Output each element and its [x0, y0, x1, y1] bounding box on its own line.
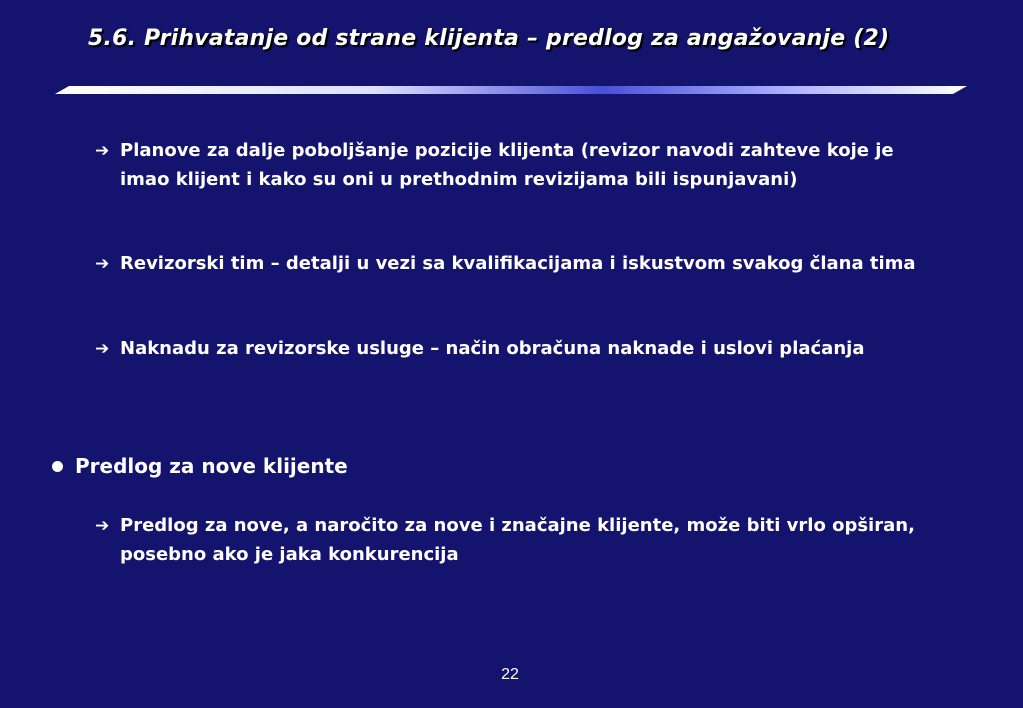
- arrow-right-icon: ➔: [95, 339, 110, 359]
- main-bullet-text: Predlog za nove klijente: [75, 454, 348, 478]
- bullet-dot-icon: [52, 461, 63, 472]
- list-item: [95, 137, 935, 194]
- slide-title: 5.6. Prihvatanje od strane klijenta – predlog za angažovanje (2): [88, 26, 890, 51]
- list-item-text: Naknadu za revizorske usluge – način obračuna naknade i uslovi plaćanja: [120, 338, 865, 359]
- list-item: [95, 335, 935, 364]
- arrow-right-icon: ➔: [95, 141, 110, 161]
- arrow-right-icon: ➔: [95, 254, 110, 274]
- list-item-text: Predlog za nove, a naročito za nove i značajne klijente, može biti vrlo opširan, posebno ako je jaka konkurencija: [120, 515, 915, 565]
- title-divider: [55, 84, 967, 96]
- page-number: 22: [501, 666, 519, 683]
- list-item-text: Planove za dalje poboljšanje pozicije klijenta (revizor navodi zahteve koje je imao klijent i kako su oni u prethodnim revizijama bili ispunjavani): [120, 140, 894, 190]
- main-bullet: [52, 451, 348, 481]
- list-item-text: Revizorski tim – detalji u vezi sa kvalifikacijama i iskustvom svakog člana tima: [120, 253, 916, 274]
- list-item: [95, 512, 935, 569]
- arrow-right-icon: ➔: [95, 516, 110, 536]
- list-item: [95, 250, 935, 279]
